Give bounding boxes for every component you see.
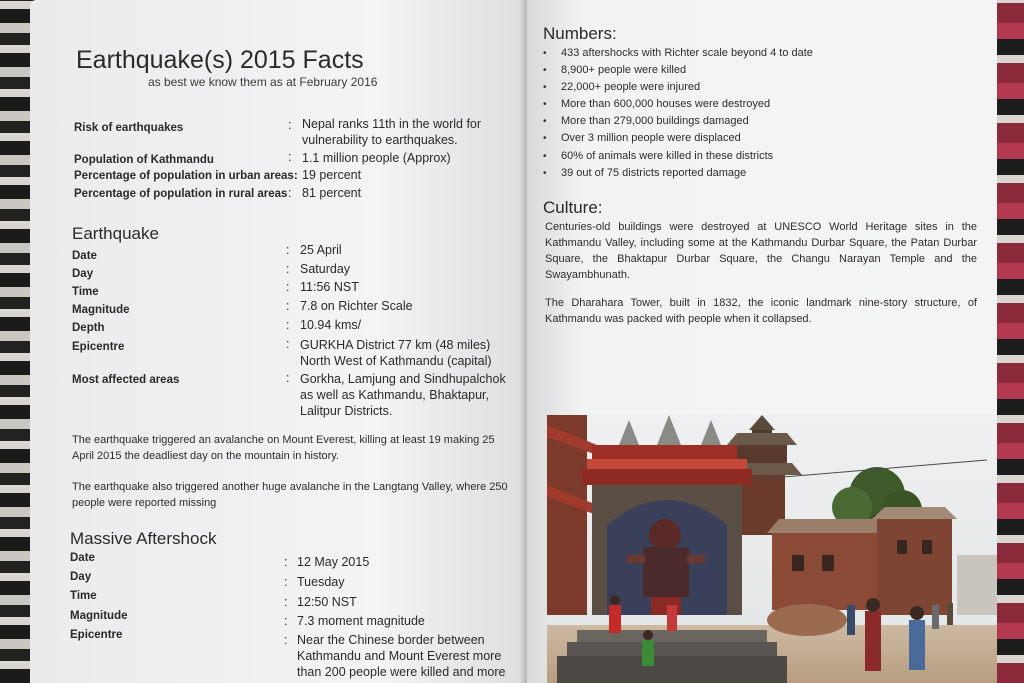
separator: : [284,633,288,647]
list-item: • 433 aftershocks with Richter scale beyond 4 to date [543,45,813,62]
separator: : [284,575,288,589]
eq-label-time: Time [72,286,99,298]
as-value-day: Tuesday [297,575,345,589]
as-value-time: 12:50 NST [297,595,357,609]
separator: : [286,280,290,294]
culture-paragraph-dharahara: The Dharahara Tower, built in 1832, the iconic landmark nine-story structure, of Kathmandu was packed with people when it collapsed. [545,297,977,325]
separator: : [288,150,292,164]
as-value-epicentre: Near the Chinese border between Kathmandu and Mount Everest more than 200 people were killed and more [297,633,506,679]
eq-value-time: 11:56 NST [300,280,359,294]
separator: : [284,595,288,609]
earthquake-heading: Earthquake [72,224,159,243]
as-value-date: 12 May 2015 [297,555,370,569]
eq-label-depth: Depth [72,322,105,334]
separator: : [286,262,290,276]
numbers-heading: Numbers: [543,24,617,43]
kal-bhairav-shrine [582,415,752,615]
page-title: Earthquake(s) 2015 Facts [76,46,364,74]
page-subtitle: as best we know them as at February 2016 [148,75,378,89]
as-label-magnitude: Magnitude [70,610,128,622]
fact-label-population: Population of Kathmandu [74,154,214,166]
paragraph-everest: The earthquake triggered an avalanche on Mount Everest, killing at least 19 making 25 April 2015 the deadliest day on the mountain in history. [72,434,495,462]
eq-label-day: Day [72,268,94,280]
separator: : [286,299,290,313]
list-item: • More than 600,000 houses were destroyed [543,96,813,113]
eq-value-day: Saturday [300,262,351,276]
eq-label-affected-areas: Most affected areas [72,374,180,386]
separator: : [284,614,288,628]
fabric-background-right [994,0,1024,683]
fact-value-rural: 81 percent [302,186,362,200]
eq-value-magnitude: 7.8 on Richter Scale [300,299,413,313]
culture-heading: Culture: [543,198,603,217]
list-item: • 39 out of 75 districts reported damage [543,165,813,182]
eq-value-affected-areas: Gorkha, Lamjung and Sindhupalchok as well as Kathmandu, Bhaktapur, Lalitpur Districts. [300,372,506,418]
separator: : [286,243,290,257]
separator: : [286,318,290,332]
fact-label-risk: Risk of earthquakes [74,122,184,134]
separator: : [288,118,292,132]
list-item: • 8,900+ people were killed [543,62,813,79]
eq-value-depth: 10.94 kms/ [300,318,362,332]
rubble [767,604,847,636]
separator: : [284,555,288,569]
as-label-time: Time [70,590,97,602]
culture-paragraph-unesco: Centuries-old buildings were destroyed at UNESCO World Heritage sites in the Kathmandu Valley, including some at the Kathmandu Durbar Square, the Patan Durbar Square, the Bhaktapur Durbar Square, the Changu Narayan Temple and the Swayambhunath. [545,221,977,281]
list-item: • Over 3 million people were displaced [543,130,813,147]
as-label-date: Date [70,552,95,564]
list-item: • More than 279,000 buildings damaged [543,113,813,130]
aftershock-heading: Massive Aftershock [70,529,217,548]
as-label-day: Day [70,571,92,583]
fact-label-urban: Percentage of population in urban areas: [74,170,298,182]
left-page [30,0,527,683]
separator: : [288,186,292,200]
fact-value-risk: Nepal ranks 11th in the world for vulnerability to earthquakes. [302,117,482,147]
eq-value-date: 25 April [300,243,342,257]
separator: : [286,371,290,385]
as-value-magnitude: 7.3 moment magnitude [297,614,425,628]
fact-value-urban: 19 percent [302,168,362,182]
eq-label-magnitude: Magnitude [72,304,130,316]
list-item: • 22,000+ people were injured [543,79,813,96]
durbar-square-photo [547,415,997,683]
as-label-epicentre: Epicentre [70,629,123,641]
eq-label-date: Date [72,250,97,262]
numbers-list [543,45,813,182]
temple-steps [577,630,767,642]
fact-value-population: 1.1 million people (Approx) [302,151,451,165]
fact-label-rural: Percentage of population in rural areas [74,188,288,200]
list-item: • 60% of animals were killed in these districts [543,148,813,165]
paragraph-langtang: The earthquake also triggered another huge avalanche in the Langtang Valley, where 250 people were reported missing [72,481,508,509]
right-page [527,0,997,683]
separator: : [286,337,290,351]
eq-label-epicentre: Epicentre [72,341,125,353]
eq-value-epicentre: GURKHA District 77 km (48 miles) North West of Kathmandu (capital) [300,338,492,368]
